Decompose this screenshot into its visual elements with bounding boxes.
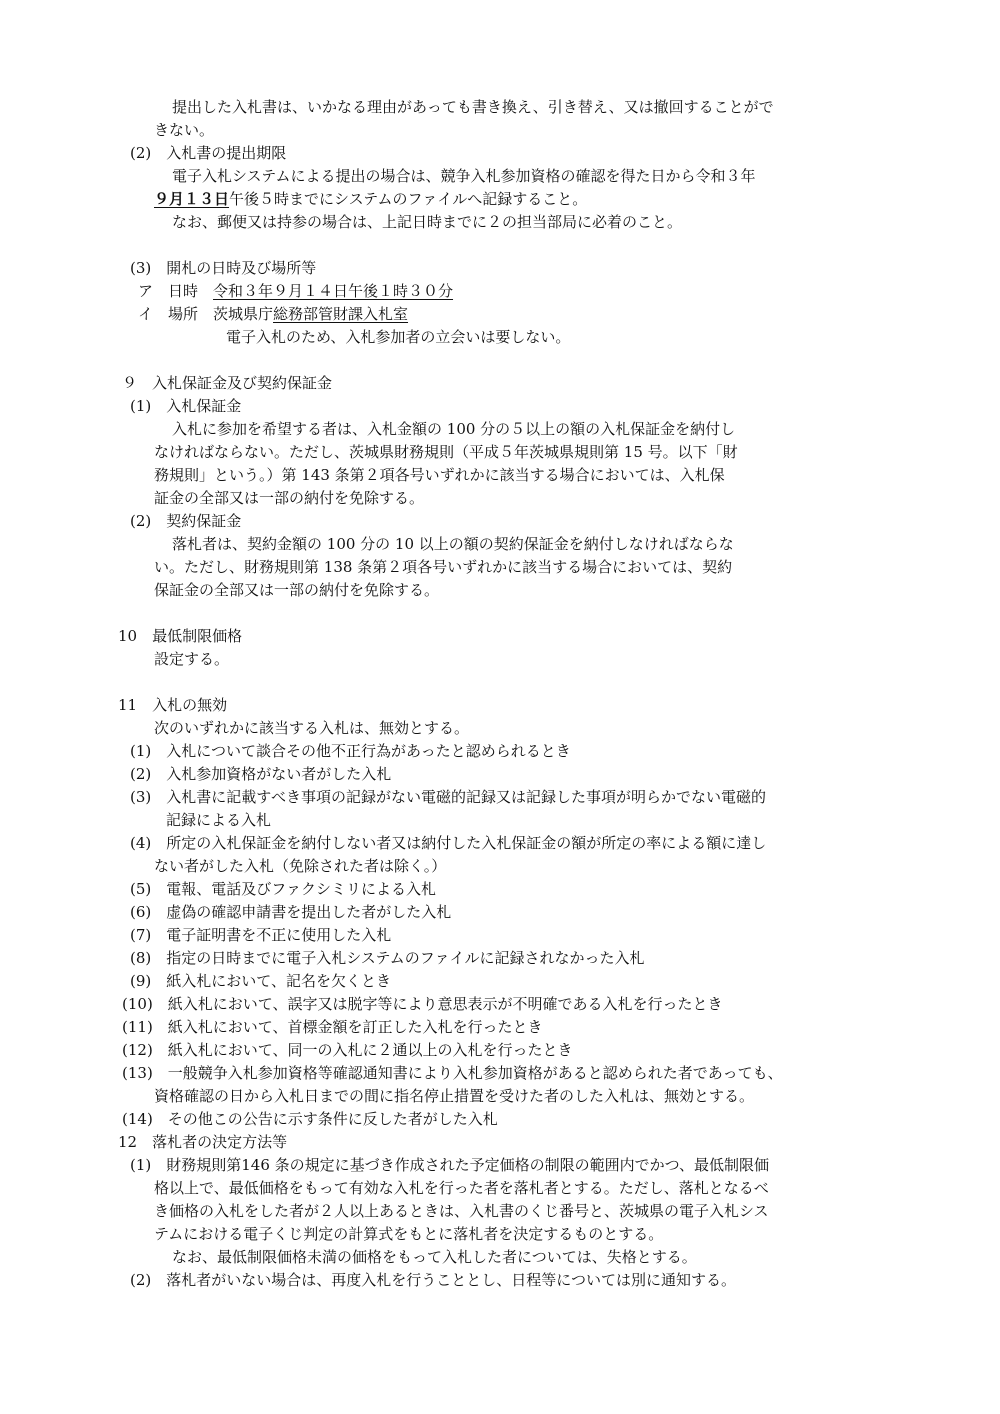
text-segment: (11) 紙入札において、首標金額を訂正した入札を行ったとき — [122, 1018, 543, 1036]
text-segment: (1) 入札について談合その他不正行為があったと認められるとき — [130, 742, 571, 760]
text-line-l22 — [154, 648, 229, 670]
text-line-l15 — [154, 464, 725, 486]
text-segment: 落札者は、契約金額の 100 分の 10 以上の額の契約保証金を納付しなければならな — [172, 535, 734, 553]
text-segment: (6) 虚偽の確認申請書を提出した者がした入札 — [130, 903, 452, 921]
text-segment: 提出した入札書は、いかなる理由があっても書き換え、引き替え、又は撤回することがで — [172, 98, 774, 116]
text-segment: (9) 紙入札において、記名を欠くとき — [130, 972, 391, 990]
text-segment: 保証金の全部又は一部の納付を免除する。 — [154, 581, 440, 599]
text-segment: (2) 入札参加資格がない者がした入札 — [130, 765, 392, 783]
text-line-l46 — [154, 1223, 663, 1245]
text-line-l17 — [130, 510, 241, 532]
text-segment: (14) その他この公告に示す条件に反した者がした入札 — [122, 1110, 498, 1128]
text-segment: (2) 落札者がいない場合は、再度入札を行うこととし、日程等については別に通知する。 — [130, 1271, 736, 1289]
text-segment: い。ただし、財務規則第 138 条第２項各号いずれかに該当する場合においては、契約 — [154, 558, 733, 576]
text-segment: (1) 入札保証金 — [130, 397, 242, 415]
text-line-l01 — [172, 96, 774, 118]
text-segment: (12) 紙入札において、同一の入札に２通以上の入札を行ったとき — [122, 1041, 573, 1059]
text-segment: (4) 所定の入札保証金を納付しない者又は納付した入札保証金の額が所定の率による額に達し — [130, 834, 767, 852]
text-segment: ９ 入札保証金及び契約保証金 — [122, 374, 333, 392]
text-line-l25 — [130, 740, 571, 762]
text-line-l31 — [130, 878, 436, 900]
text-line-l39 — [122, 1062, 783, 1084]
text-segment: (2) 入札書の提出期限 — [130, 144, 287, 162]
text-line-l02 — [154, 119, 214, 141]
text-segment: 12 落札者の決定方法等 — [118, 1133, 288, 1151]
text-line-l12 — [130, 395, 241, 417]
text-segment: (3) 入札書に記載すべき事項の記録がない電磁的記録又は記録した事項が明らかでない電磁的 — [130, 788, 766, 806]
text-line-l35 — [130, 970, 391, 992]
text-line-l32 — [130, 901, 451, 923]
text-segment: (8) 指定の日時までに電子入札システムのファイルに記録されなかった入札 — [130, 949, 645, 967]
text-line-l24 — [154, 717, 469, 739]
text-segment: (13) 一般競争入札参加資格等確認通知書により入札参加資格があると認められた者であっても、 — [122, 1064, 783, 1082]
text-segment: 記録による入札 — [166, 811, 272, 829]
text-segment: 入札に参加を希望する者は、入札金額の 100 分の５以上の額の入札保証金を納付し — [172, 420, 736, 438]
text-segment: (3) 開札の日時及び場所等 — [130, 259, 317, 277]
text-line-l41 — [122, 1108, 498, 1130]
text-segment: 午後５時までにシステムのファイルへ記録すること。 — [229, 190, 588, 208]
text-line-l36 — [122, 993, 723, 1015]
text-segment: 務規則」という。）第 143 条第２項各号いずれかに該当する場合においては、入札保 — [154, 466, 725, 484]
text-segment: (10) 紙入札において、誤字又は脱字等により意思表示が不明確である入札を行ったとき — [122, 995, 723, 1013]
text-segment: 設定する。 — [154, 650, 230, 668]
text-segment: (2) 契約保証金 — [130, 512, 242, 530]
text-segment: ない者がした入札（免除された者は除く。） — [154, 857, 447, 875]
text-segment: きない。 — [154, 121, 215, 139]
text-line-l23 — [118, 694, 227, 716]
text-line-l14 — [154, 441, 738, 463]
text-line-l21 — [118, 625, 242, 647]
text-segment: イ 場所 茨城県庁 — [138, 305, 274, 323]
text-segment: ア 日時 — [138, 282, 214, 300]
text-line-l48 — [130, 1269, 736, 1291]
text-segment: き価格の入札をした者が２人以上あるときは、入札書のくじ番号と、茨城県の電子入札シス — [154, 1202, 769, 1220]
text-line-l42 — [118, 1131, 287, 1153]
text-line-l44 — [154, 1177, 769, 1199]
text-line-l40 — [154, 1085, 754, 1107]
text-line-l18 — [172, 533, 734, 555]
text-segment: ９月１３日 — [154, 190, 230, 208]
text-segment: 令和３年９月１４日午後１時３０分 — [213, 282, 454, 300]
text-segment: 次のいずれかに該当する入札は、無効とする。 — [154, 719, 470, 737]
text-segment: なお、最低制限価格未満の価格をもって入札した者については、失格とする。 — [172, 1248, 697, 1266]
text-line-l30 — [154, 855, 446, 877]
text-line-l28 — [166, 809, 271, 831]
text-line-l11 — [122, 372, 332, 394]
text-line-l38 — [122, 1039, 573, 1061]
text-line-l19 — [154, 556, 732, 578]
text-line-l27 — [130, 786, 766, 808]
text-line-l26 — [130, 763, 391, 785]
text-segment: なければならない。ただし、茨城県財務規則（平成５年茨城県規則第 15 号。以下「財 — [154, 443, 738, 461]
text-segment: 11 入札の無効 — [118, 696, 228, 714]
text-line-l07 — [130, 257, 316, 279]
text-line-l03 — [130, 142, 286, 164]
text-line-l16 — [154, 487, 424, 509]
text-segment: テムにおける電子くじ判定の計算式をもとに落札者を決定するものとする。 — [154, 1225, 664, 1243]
text-segment: 総務部管財課入札室 — [273, 305, 409, 323]
text-line-l20 — [154, 579, 439, 601]
text-segment: (5) 電報、電話及びファクシミリによる入札 — [130, 880, 436, 898]
text-line-l47 — [172, 1246, 697, 1268]
text-line-l10 — [226, 326, 570, 348]
text-segment: (7) 電子証明書を不正に使用した入札 — [130, 926, 392, 944]
text-segment: なお、郵便又は持参の場合は、上記日時までに２の担当部局に必着のこと。 — [172, 213, 683, 231]
text-line-l37 — [122, 1016, 543, 1038]
text-segment: 証金の全部又は一部の納付を免除する。 — [154, 489, 425, 507]
text-line-l08 — [138, 280, 453, 302]
text-line-l05 — [154, 188, 587, 210]
text-line-l43 — [130, 1154, 769, 1176]
text-line-l34 — [130, 947, 644, 969]
text-segment: (1) 財務規則第146 条の規定に基づき作成された予定価格の制限の範囲内でかつ、最低制限価 — [130, 1156, 770, 1174]
text-line-l33 — [130, 924, 391, 946]
text-segment: 電子入札のため、入札参加者の立会いは要しない。 — [226, 328, 571, 346]
text-line-l06 — [172, 211, 682, 233]
text-segment: 10 最低制限価格 — [118, 627, 243, 645]
text-line-l13 — [172, 418, 735, 440]
text-line-l29 — [130, 832, 766, 854]
text-line-l09 — [138, 303, 408, 325]
text-line-l45 — [154, 1200, 769, 1222]
text-segment: 資格確認の日から入札日までの間に指名停止措置を受けた者のした入札は、無効とする。 — [154, 1087, 755, 1105]
text-line-l04 — [172, 165, 756, 187]
text-segment: 格以上で、最低価格をもって有効な入札を行った者を落札者とする。ただし、落札となるべ — [154, 1179, 769, 1197]
text-segment: 電子入札システムによる提出の場合は、競争入札参加資格の確認を得た日から令和３年 — [172, 167, 756, 185]
